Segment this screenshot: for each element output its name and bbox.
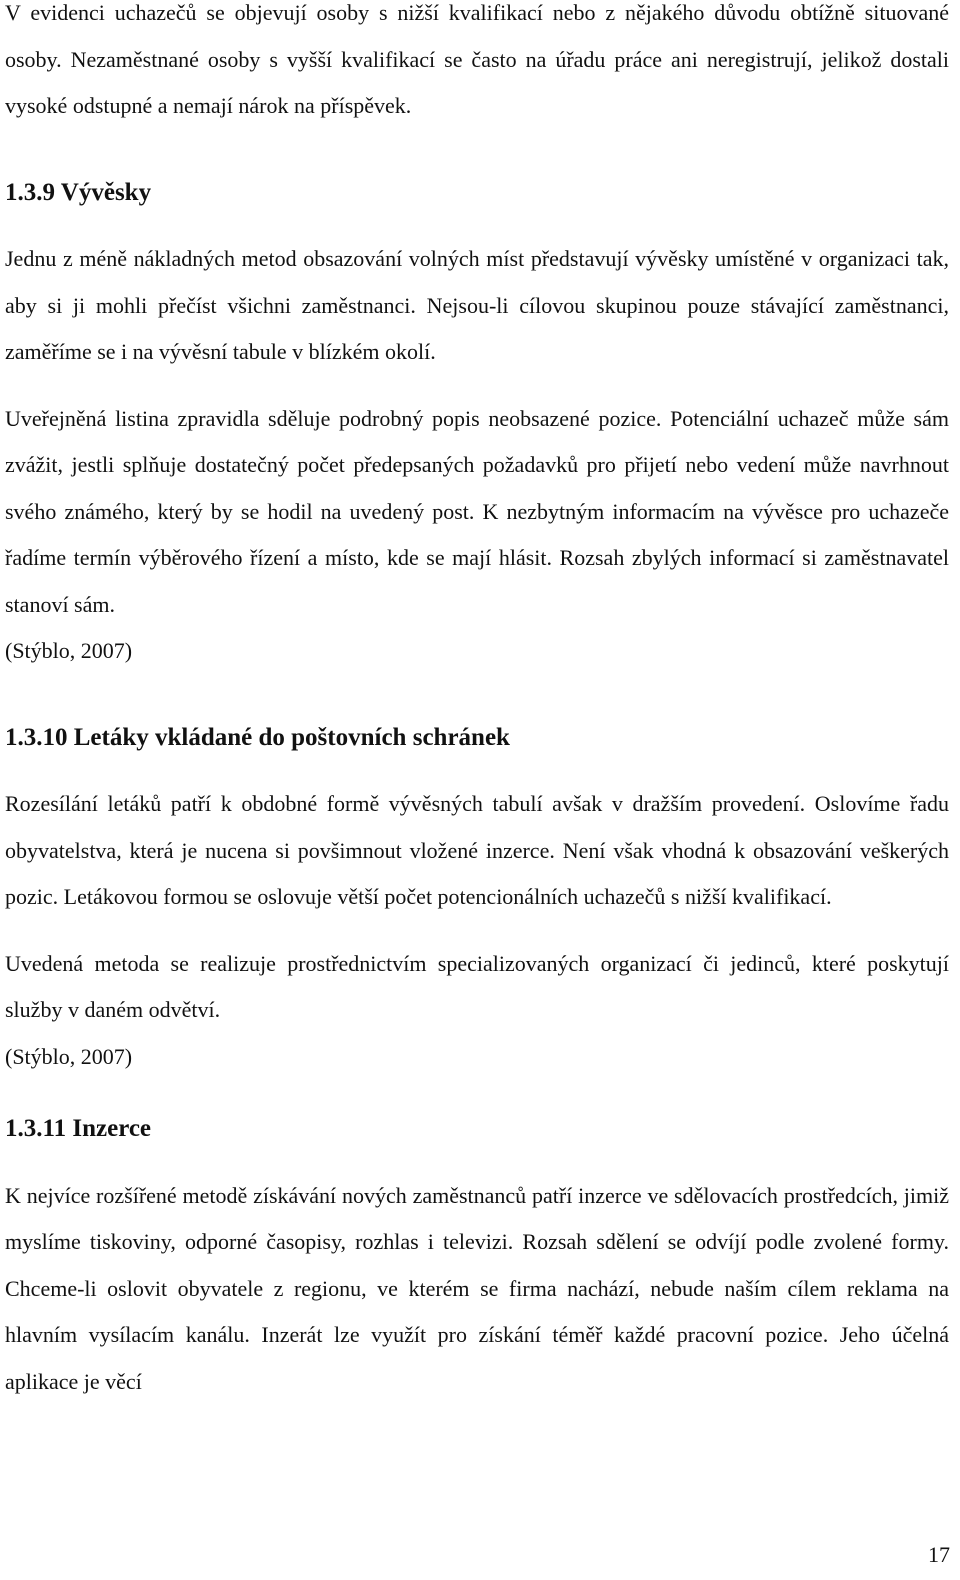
spacer <box>5 130 949 170</box>
section-1-3-9-paragraph-2: Uveřejněná listina zpravidla sděluje podrobný popis neobsazené pozice. Potenciální uchazeč může sám zvážit, jestli splňuje dostatečný počet předepsaných požadavků pro přijetí nebo vedení může navrhnout svého známého, který by se hodil na uvedený post. K nezbytným informacím na vývěsce pro uchazeče řadíme termín výběrového řízení a místo, kde se mají hlásit. Rozsah zbylých informací si zaměstnavatel stanoví sám. <box>5 405 949 617</box>
spacer <box>5 376 949 396</box>
document-page <box>5 0 949 1405</box>
section-heading-1-3-10: 1.3.10 Letáky vkládané do poštovních schránek <box>5 723 510 751</box>
section-1-3-10-paragraph-1: Rozesílání letáků patří k obdobné formě vývěsných tabulí avšak v dražším provedení. Oslovíme řadu obyvatelstva, která je nucena si povšimnout vložené inzerce. Není však vhodná k obsazování veškerých pozic. Letákovou formou se oslovuje větší počet potencionálních uchazečů s nižší kvalifikací. <box>5 791 949 909</box>
section-1-3-10-citation: (Stýblo, 2007) <box>5 1043 133 1069</box>
section-1-3-9-paragraph-1: Jednu z méně nákladných metod obsazování volných míst představují vývěsky umístěné v organizaci tak, aby si ji mohli přečíst všichni zaměstnanci. Nejsou-li cílovou skupinou pouze stávající zaměstnanci, zaměříme se i na vývěsní tabule v blízkém okolí. <box>5 246 949 364</box>
section-heading-1-3-9: 1.3.9 Vývěsky <box>5 178 152 206</box>
page-number: 17 <box>928 1542 950 1567</box>
spacer <box>5 1080 949 1106</box>
section-1-3-9-citation: (Stýblo, 2007) <box>5 638 133 663</box>
spacer <box>5 761 949 781</box>
spacer <box>5 675 949 715</box>
spacer <box>5 216 949 236</box>
section-1-3-11-paragraph-1: K nejvíce rozšířené metodě získávání nových zaměstnanců patří inzerce ve sdělovacích prostředcích, jimiž myslíme tiskoviny, odporné časopisy, rozhlas i televizi. Rozsah sdělení se odvíjí podle zvolené formy. Chceme-li oslovit obyvatele z regionu, ve kterém se firma nachází, nebude naším cílem reklama na hlavním vysílacím kanálu. Inzerát lze využít pro získání téměř každé pracovní pozice. Jeho účelná aplikace je věcí <box>5 1182 949 1394</box>
intro-paragraph: V evidenci uchazečů se objevují osoby s nižší kvalifikací nebo z nějakého důvodu obtížně situované osoby. Nezaměstnané osoby s vyšší kvalifikací se často na úřadu práce ani neregistrují, jelikož dostali vysoké odstupné a nemají nárok na příspěvek. <box>5 0 949 118</box>
spacer <box>5 1153 949 1173</box>
section-1-3-10-paragraph-2: Uvedená metoda se realizuje prostřednictvím specializovaných organizací či jedinců, které poskytují služby v daném odvětví. <box>5 950 949 1022</box>
section-heading-1-3-11: 1.3.11 Inzerce <box>5 1115 152 1142</box>
spacer <box>5 921 949 941</box>
